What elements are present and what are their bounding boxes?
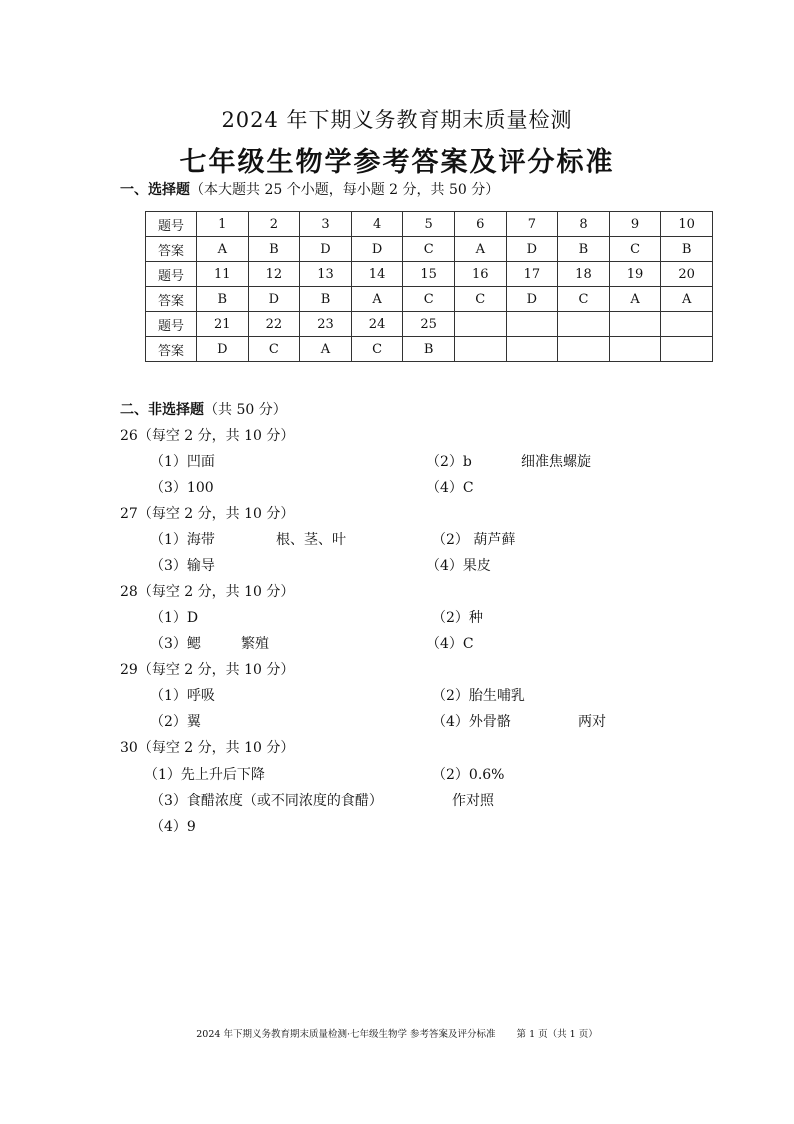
question-number-cell: 10 bbox=[661, 212, 713, 237]
answer-cell bbox=[609, 337, 661, 362]
answer-cell bbox=[661, 337, 713, 362]
question-number-cell: 12 bbox=[248, 262, 300, 287]
table-row-question-numbers bbox=[146, 312, 713, 337]
row-label-question: 题号 bbox=[146, 312, 197, 337]
answer-30-2: （2）0.6% bbox=[432, 767, 505, 783]
answer-29-2: （2）胎生哺乳 bbox=[432, 688, 525, 704]
question-number-cell: 22 bbox=[248, 312, 300, 337]
answer-table bbox=[145, 211, 713, 362]
answer-cell bbox=[558, 337, 610, 362]
table-row-answers bbox=[146, 287, 713, 312]
question-number-cell: 5 bbox=[403, 212, 455, 237]
question-number-cell: 4 bbox=[351, 212, 403, 237]
question-number-cell: 18 bbox=[558, 262, 610, 287]
section-note: （共 50 分） bbox=[204, 402, 287, 418]
answer-30-3: （3）食醋浓度（或不同浓度的食醋） bbox=[150, 793, 383, 809]
answer-29-1: （1）呼吸 bbox=[150, 688, 215, 704]
answer-cell: D bbox=[300, 237, 352, 262]
question-29-heading: 29（每空 2 分，共 10 分） bbox=[120, 662, 295, 678]
question-number-cell: 16 bbox=[454, 262, 506, 287]
answer-cell bbox=[454, 337, 506, 362]
question-27-heading: 27（每空 2 分，共 10 分） bbox=[120, 506, 295, 522]
section-non-choice-heading bbox=[120, 399, 287, 419]
answer-28-4: （4）C bbox=[426, 636, 474, 652]
question-number-cell bbox=[558, 312, 610, 337]
page-title: 2024 年下期义务教育期末质量检测 bbox=[221, 108, 573, 132]
row-label-answer: 答案 bbox=[146, 237, 197, 262]
row-label-answer: 答案 bbox=[146, 337, 197, 362]
answer-cell: A bbox=[661, 287, 713, 312]
answer-cell: D bbox=[506, 237, 558, 262]
question-number-cell bbox=[661, 312, 713, 337]
table-row-answers bbox=[146, 237, 713, 262]
answer-cell: D bbox=[351, 237, 403, 262]
question-number-cell: 2 bbox=[248, 212, 300, 237]
section-heading: 二、非选择题 bbox=[120, 402, 204, 418]
answer-cell: A bbox=[351, 287, 403, 312]
answer-30-3b: 作对照 bbox=[452, 793, 494, 809]
answer-28-2: （2）种 bbox=[432, 610, 483, 626]
table-row-answers bbox=[146, 337, 713, 362]
question-number-cell bbox=[454, 312, 506, 337]
answer-27-1b: 根、茎、叶 bbox=[276, 532, 346, 548]
answer-cell: C bbox=[351, 337, 403, 362]
answer-26-3: （3）100 bbox=[150, 480, 214, 496]
question-number-cell: 7 bbox=[506, 212, 558, 237]
answer-cell: B bbox=[248, 237, 300, 262]
question-number-cell: 6 bbox=[454, 212, 506, 237]
table-row-question-numbers bbox=[146, 262, 713, 287]
row-label-answer: 答案 bbox=[146, 287, 197, 312]
answer-28-3b: 繁殖 bbox=[241, 636, 269, 652]
answer-27-3: （3）输导 bbox=[150, 558, 215, 574]
answer-cell: B bbox=[300, 287, 352, 312]
answer-cell: C bbox=[558, 287, 610, 312]
answer-cell: A bbox=[454, 237, 506, 262]
answer-30-1: （1）先上升后下降 bbox=[144, 767, 265, 783]
answer-28-1: （1）D bbox=[150, 610, 199, 626]
question-number-cell: 20 bbox=[661, 262, 713, 287]
answer-29-4: （4）外骨骼 bbox=[432, 714, 511, 730]
question-number-cell: 8 bbox=[558, 212, 610, 237]
answer-29-4b: 两对 bbox=[578, 714, 606, 730]
question-number-cell: 9 bbox=[609, 212, 661, 237]
question-number-cell: 3 bbox=[300, 212, 352, 237]
question-number-cell bbox=[506, 312, 558, 337]
question-number-cell: 19 bbox=[609, 262, 661, 287]
footer-page: 第 1 页（共 1 页） bbox=[516, 1029, 598, 1040]
question-number-cell: 23 bbox=[300, 312, 352, 337]
answer-26-1: （1）凹面 bbox=[150, 454, 215, 470]
answer-27-4: （4）果皮 bbox=[426, 558, 491, 574]
answer-cell: B bbox=[197, 287, 249, 312]
question-26-heading: 26（每空 2 分，共 10 分） bbox=[120, 428, 295, 444]
answer-27-2: （2） 葫芦藓 bbox=[432, 532, 516, 548]
row-label-question: 题号 bbox=[146, 262, 197, 287]
answer-cell: B bbox=[558, 237, 610, 262]
question-number-cell: 11 bbox=[197, 262, 249, 287]
answer-cell: C bbox=[403, 237, 455, 262]
section-note: （本大题共 25 个小题，每小题 2 分，共 50 分） bbox=[190, 182, 500, 198]
answer-cell: A bbox=[300, 337, 352, 362]
answer-26-4: （4）C bbox=[426, 480, 474, 496]
answer-cell: D bbox=[248, 287, 300, 312]
question-number-cell: 24 bbox=[351, 312, 403, 337]
question-30-heading: 30（每空 2 分，共 10 分） bbox=[120, 740, 295, 756]
answer-cell: B bbox=[661, 237, 713, 262]
question-number-cell: 1 bbox=[197, 212, 249, 237]
answer-30-4: （4）9 bbox=[150, 819, 196, 835]
answer-cell: A bbox=[197, 237, 249, 262]
question-number-cell: 13 bbox=[300, 262, 352, 287]
question-number-cell: 15 bbox=[403, 262, 455, 287]
question-number-cell: 21 bbox=[197, 312, 249, 337]
section-heading: 一、选择题 bbox=[120, 182, 190, 198]
answer-cell: D bbox=[197, 337, 249, 362]
answer-cell: C bbox=[454, 287, 506, 312]
question-number-cell bbox=[609, 312, 661, 337]
row-label-question: 题号 bbox=[146, 212, 197, 237]
answer-28-3: （3）鳃 bbox=[150, 636, 201, 652]
question-number-cell: 14 bbox=[351, 262, 403, 287]
question-28-heading: 28（每空 2 分，共 10 分） bbox=[120, 584, 295, 600]
answer-cell: A bbox=[609, 287, 661, 312]
answer-cell: C bbox=[609, 237, 661, 262]
page-footer bbox=[0, 1026, 794, 1040]
answer-cell: D bbox=[506, 287, 558, 312]
answer-cell: B bbox=[403, 337, 455, 362]
answer-cell: C bbox=[248, 337, 300, 362]
section-multiple-choice-heading bbox=[120, 179, 499, 199]
footer-text: 2024 年下期义务教育期末质量检测·七年级生物学 参考答案及评分标准 bbox=[196, 1029, 496, 1040]
question-number-cell: 17 bbox=[506, 262, 558, 287]
answer-27-1: （1）海带 bbox=[150, 532, 215, 548]
answer-29-3: （2）翼 bbox=[150, 714, 201, 730]
question-number-cell: 25 bbox=[403, 312, 455, 337]
answer-cell bbox=[506, 337, 558, 362]
answer-cell: C bbox=[403, 287, 455, 312]
table-row-question-numbers bbox=[146, 212, 713, 237]
main-title: 七年级生物学参考答案及评分标准 bbox=[179, 147, 615, 178]
answer-26-2: （2）b bbox=[426, 454, 472, 470]
answer-26-2b: 细准焦螺旋 bbox=[521, 454, 591, 470]
